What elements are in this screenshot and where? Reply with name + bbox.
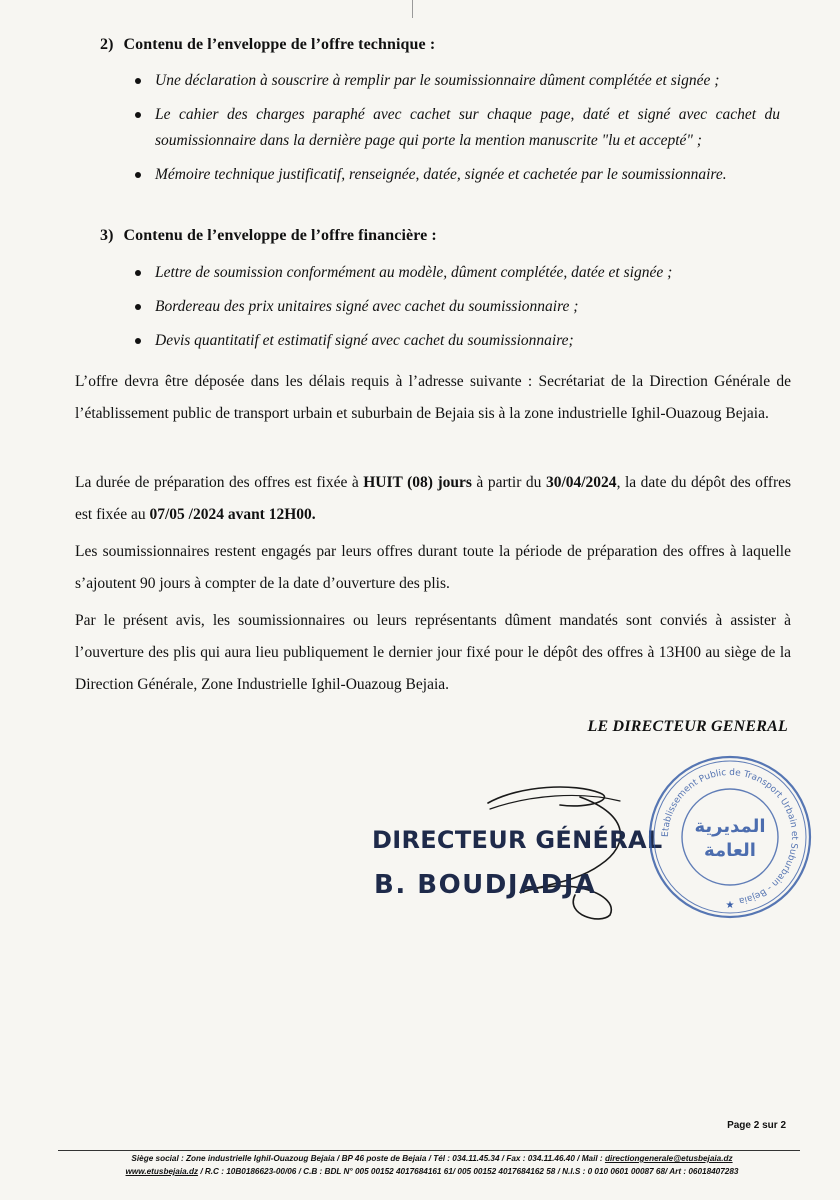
list-item: Devis quantitatif et estimatif signé avec cachet du soumissionnaire; xyxy=(135,328,780,354)
seal-center-line1: المديرية xyxy=(694,816,766,837)
offre-financiere-list xyxy=(135,260,780,362)
section-title-text: Contenu de l’enveloppe de l’offre technique : xyxy=(123,36,436,53)
seal-star-icon: ★ xyxy=(725,900,735,911)
paragraph-engagement: Les soumissionnaires restent engagés par leurs offres durant toute la période de préparation des offres à laquelle s’ajoutent 90 jours à compter de la date d’ouverture des plis. xyxy=(75,543,791,592)
offre-technique-list xyxy=(135,68,780,196)
text-bold: HUIT (08) jours xyxy=(363,474,472,491)
text-run: La durée de préparation des offres est fixée à xyxy=(75,474,364,491)
footer-text: Siège social : Zone industrielle Ighil-Ouazoug Bejaia / BP 46 poste de Bejaia / Tél : 034.11.45.34 / Fax : 034.11.46.40 / Mail : xyxy=(131,1154,605,1163)
fold-mark xyxy=(412,0,413,18)
footer-line-2 xyxy=(52,1167,812,1176)
list-item: Lettre de soumission conformément au modèle, dûment complétée, datée et signée ; xyxy=(135,260,780,286)
list-item: Bordereau des prix unitaires signé avec cachet du soumissionnaire ; xyxy=(135,294,780,320)
paragraph-ouverture: Par le présent avis, les soumissionnaires ou leurs représentants dûment mandatés sont conviés à assister à l’ouverture des plis qui aura lieu publiquement le dernier jour fixé pour le dépôt des offres à 13H00 au siège de la Direction Générale, Zone Industrielle Ighil-Ouazoug Bejaia. xyxy=(75,612,791,693)
section-title-text: Contenu de l’enveloppe de l’offre financière : xyxy=(123,227,437,244)
list-item: Mémoire technique justificatif, renseignée, datée, signée et cachetée par le soumissionnaire. xyxy=(135,162,780,188)
paragraph-depot: L’offre devra être déposée dans les délais requis à l’adresse suivante : Secrétariat de la Direction Générale de l’établissement public de transport urbain et suburbain de Bejaia sis à la zone industrielle Ighil-Ouazoug Bejaia. xyxy=(75,373,791,422)
paragraph-duree xyxy=(75,467,791,531)
official-seal xyxy=(645,752,815,922)
section-offre-financiere-title xyxy=(100,227,437,245)
footer-website-link[interactable]: www.etusbejaia.dz xyxy=(125,1167,199,1176)
text-bold: 30/04/2024 xyxy=(545,474,617,491)
footer-divider xyxy=(58,1150,800,1151)
text-bold: 07/05 /2024 avant 12H00. xyxy=(149,506,316,523)
page-number: Page 2 sur 2 xyxy=(727,1120,786,1131)
footer-line-1 xyxy=(52,1154,812,1163)
text-run: à partir du xyxy=(471,474,546,491)
list-item: Le cahier des charges paraphé avec cachet sur chaque page, daté et signé avec cachet du soumissionnaire dans la dernière page qui porte la mention manuscrite "lu et accepté" ; xyxy=(135,102,780,154)
text-run: , la date du dépôt des offres est fixée au xyxy=(75,474,792,523)
section-number: 3) xyxy=(100,227,114,244)
section-offre-technique-title xyxy=(100,36,435,54)
footer-email-link[interactable]: directiongenerale@etusbejaia.dz xyxy=(604,1154,733,1163)
stamp-director-label: DIRECTEUR GÉNÉRAL xyxy=(372,826,663,854)
stamp-director-name: B. BOUDJADJA xyxy=(374,870,597,900)
director-title: LE DIRECTEUR GENERAL xyxy=(587,718,788,735)
list-item: Une déclaration à souscrire à remplir par le soumissionnaire dûment complétée et signée ; xyxy=(135,68,780,94)
section-number: 2) xyxy=(100,36,114,53)
seal-center-line2: العامة xyxy=(704,840,756,861)
seal-ring-text-path: Etablissement Public de Transport Urbain et Suburbain - Bejaia xyxy=(660,767,800,906)
footer-text: / R.C : 10B0186623-00/06 / C.B : BDL N° 005 00152 4017684161 61/ 005 00152 4017684162 58 / N.I.S : 0 010 0601 00087 68/ Art : 06018407283 xyxy=(198,1167,739,1176)
